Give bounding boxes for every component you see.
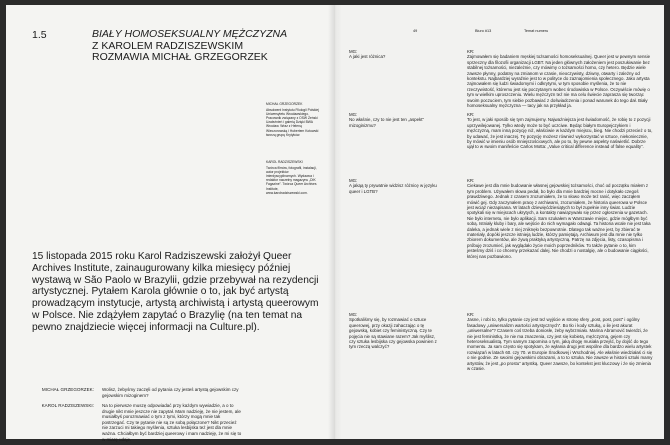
qa-text: Wolisz, żebyśmy zaczęli od pytania czy jesteś artystą gejowskim czy gejowskim mizoginem? (102, 387, 239, 398)
title-line-2: Z KAROLEM RADZISZEWSKIM ROZMAWIA MICHAŁ GRZEGORZEK (92, 39, 268, 63)
answer (467, 112, 653, 150)
magazine-spread (6, 5, 664, 442)
speaker-label: MG: (349, 312, 358, 317)
speaker-label: MG: (349, 49, 358, 54)
question (349, 178, 439, 194)
bio-artist-text: Twórca filmów, fotografii, instalacji, autor projektów interdyscyplinarnych. Wydawca i redaktor naczelny magazynu „DIK Fagazine”. Twórca Queer Archives Institute, www.karolradziszewski.com. (266, 166, 317, 195)
qa-text: Na to pierwsze muszę odpowiadać przy każdym wywiadzie, a o to drugie nikt mnie jeszcze nie zapytał. Mam nadzieję, że nie jestem, ale musiałbyś porozmawiać o tym z tymi, którzy mogą mnie tak postrzegać. Czy te pytanie nie są ze sobą połączone? Nikt przecież nie zarzuci mi takiego myślenia, sztuka lesbijska też jest dla mnie ważna. Chciałbym być bardziej queerowy i mam nadzieję, że mi się to w miarę udaje. (102, 403, 242, 442)
speaker-label: KR: (467, 49, 475, 54)
speaker-label: KR: (467, 112, 475, 117)
answer-text: Ciekawe jest dla mnie budowanie własnej gejowskiej tożsamości, choć od początku miałem z tym problem. Używałem słowa pedał, bo było dla mnie bardziej mocne i dotykało czegoś prawdziwego. Jednak z czasem zrozumiałem, że to słowo może też ranić, więc zacząłem mówić gej. Gdy zaczynałem pracę z archiwami, zrozumiałem, że historia queerowa w Polsce jest wciąż niezapisana. W latach dziewięćdziesiątych to był zupełnie inny świat. Ludzie spotykali się w miejscach ukrytych, a kontakty nawiązywało się przez ogłoszenia w gazetach. Nie było internetu, nie było aplikacji. Sam szukałem w Warszawie miejsc, gdzie mógłbym być sobą. Istniały kluby i bary, ale wejście do nich wymagało odwagi. Ta historia wcale nie jest taka daleka, a jednak wiele z niej zniknęło bezpowrotnie. Dlatego tak ważne jest, by zbierać te materiały, dopóki jeszcze istnieją ludzie, którzy pamiętają. Archiwum jest dla mnie nie tylko zbiorem dokumentów, ale żywą praktyką artystyczną. Patrzę na zdjęcia, listy, czasopisma i próbuję zrozumieć, jak wyglądało życie moich poprzedników. To także pytanie o to, kim jesteśmy dziś i co chcemy przekazać dalej. Nie chodzi o nostalgię, ale o budowanie ciągłości, której nas pozbawiono. (467, 183, 651, 259)
speaker-label: KR: (467, 178, 475, 183)
answer (467, 312, 653, 371)
question-text: A jaki jest różnica? (349, 54, 386, 60)
header-page-number: 49 (413, 29, 418, 33)
question-text: Spotkaliśmy się, by rozmawiać o sztuce queerowej, przy okazji zahaczając o tę gejowską, kobiet czy feministyczną. Czy te pojęcia nie są stawiane razem? Jak myślisz, czy sztuka lesbijska czy gejowska powinien z tym rzeczą walczyć? (349, 317, 437, 350)
answer (467, 178, 653, 259)
question (349, 312, 439, 350)
speaker-label: MG: (349, 178, 358, 183)
bio-interviewer (266, 102, 320, 137)
speaker-label: KR: (467, 312, 475, 317)
article-title (92, 29, 302, 64)
question (349, 49, 439, 60)
question-text: No właśnie, czy to nie jest ten „aspekt” mizoginizmu? (349, 117, 424, 128)
answer (467, 49, 653, 108)
section-number: 1.5 (32, 29, 47, 41)
header-magazine: Biuro #13 (475, 29, 492, 33)
answer-text: Jasne, i robi to, tylko pytanie czy jest też wyjście w stronę sfery „post, post, post” i ogólny fasadowy „uniwersalizm wartości artystycznych”. Bo tło i kody sztuką, o ile jest akurat „uniwersalne”? Czasem coś trzeba doniosłe, żeby wybrzmiało. Marina Abramović twierdzi, że nie jest feministką, że nie ma znaczenia, czy jest się kobietą, mężczyzną, gejem czy heteroseksualistą. Tym samym zapomina o tym, jaką drogę musiała przejść, by dojść do tego momentu. Ja sam często się spotykam, że wyłania drugi jest wspólne dla bardzo wielu artystek rozwiązań w latach 60. czy 70. w Europie Środkowej i Wschodniej. Ale właśnie wiedziałaś ci się o nie godnie. Ze swoimi gejowskimi obrazami, a to to sztuka. Nie zawsze w historii sztuki mamy artystów, że jest „po prostu” artystką. Queer zawsze, bo kontekst jest kluczowy i że się zmienia w czasie. (467, 317, 653, 372)
lead-paragraph: 15 listopada 2015 roku Karol Radziszewski założył Queer Archives Institute, zainaugurowany kilka miesięcy później wystawą w São Paolo w Brazylii, gdzie przebywał na rezydencji artystycznej. Pytałem Karola głównie o to, jak być artystą prowadzącym instytucje, artystą archiwistą i artystą queerowym w Polsce. Nie zdążyłem zapytać o Brazylię (na ten temat na pewno znajdziecie więcej informacji na Culture.pl). (32, 251, 319, 333)
answer-text: To jest, w jaki sposób się tym zajmujemy. Najważniejsza jest świadomość, że robię to z pozycji uprzywilejowanej. Tylko wtedy może to być uczciwe. Będąc białym Europejczykiem i mężczyzną, mam inną pozycję niż, właściwie w każdym miejscu, bieg. Nie chodzi przecież o to, by udawać, że jest inaczej. Tę pozycję możesz również wykorzystać w sztuce, niekoniecznie, by mówić w imieniu osób mniejszościowych, ale po to, by pewne aspekty naświetlić. Dobrze ujął to w swoim manifeście Carlos Motta: „Value critical difference instead of false equality”. (467, 117, 653, 150)
bio-artist-name: KAROL RADZISZEWSKI (266, 160, 303, 164)
bio-artist (266, 160, 320, 195)
question (349, 112, 439, 128)
speaker-label: MICHAŁ GRZEGORZEK: (41, 387, 94, 392)
left-page (6, 5, 335, 442)
speaker-label: KAROL RADZISZEWSKI: (41, 403, 94, 408)
answer-text: Zajmowałem się badaniem męskiej tożsamości homoseksualnej. Queer jest w pewnym sensie sprzeczny dla filozofii organizacji LGBT. Na jeden głównych założeniem jest poszukiwanie bez stabilnej tożsamości, niezależnie, czy mówimy o tożsamości homo, czy hetero. Będzie wiele zawsze płynny, podatny na zmianom w czasie, nieoczywisty, dziwny, otwarty i zależny od kontekstu. Najbardziej wyraźnie jest to w polityce do zaznajomienia społecznego. Jako artysta zajmowałem się ludzi świadomymi i odkrytymi, w tym sposobie myślenia, że to nie rzeczywistość, któremu jest się poczytanym wobec środowiska w Polsce. Oczywiście mówię o tym w wielkim uproszczeniu. Wielu mężczyzn też nie ma celu świecie zaprasza się tworząc swoim poczuciem, tym siebie pozbawiać z doświadczenia i ponad warunek do tego dał. Biały homoseksualny mężczyzna — tacy jak na przykład ja. (467, 54, 651, 109)
question-text: A jakąą ty prywatnie widzisz różnicę w języku queer i LGTB? (349, 183, 437, 194)
header-section: Temat numeru (524, 29, 549, 33)
speaker-label: MG: (349, 112, 358, 117)
bio-interviewer-name: MICHAŁ GRZEGORZEK (266, 102, 303, 106)
right-page (335, 5, 664, 439)
bio-interviewer-text: Absolwent Instytutu Filologii Polskiej Uniwersytetu Wrocławskiego. Pracownik związany z OSW Żeński Uzależnień i galerią Dzięki BWA Wrocław. Wraz z Heleną Wieczorowską i Hubertem Kotowski tworzą grupę Krytyków. (266, 108, 319, 137)
title-line-1: BIAŁY HOMOSEKSUALNY MĘŻCZYZNA (92, 28, 288, 40)
